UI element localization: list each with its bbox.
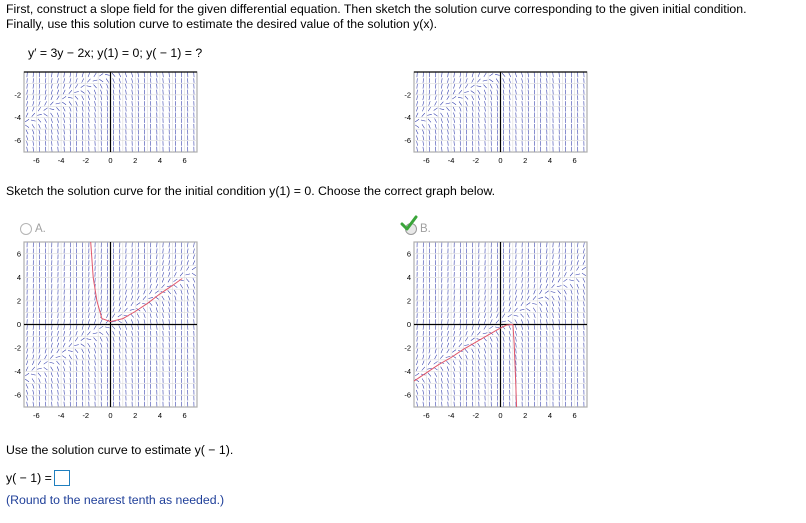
sketch-prompt: Sketch the solution curve for the initial condition y(1) = 0. Choose the correct graph below. [6, 184, 496, 198]
option-b-label: B. [420, 223, 431, 235]
x-tick-label: 2 [523, 411, 528, 420]
instructions-line-1: First, construct a slope field for the given differential equation. Then sketch the solution curve corresponding to the given initial condition. [6, 2, 747, 16]
x-tick-label: 4 [157, 156, 163, 165]
differential-equation: y′ = 3y − 2x; y(1) = 0; y( − 1) = ? [28, 46, 203, 60]
y-tick-label: -6 [14, 390, 21, 400]
x-tick-label: 4 [157, 411, 163, 420]
y-tick-label: -4 [14, 113, 21, 123]
y-tick-label: 0 [16, 320, 21, 329]
y-tick-label: -6 [14, 136, 21, 146]
x-tick-label: 6 [572, 156, 577, 165]
x-tick-label: -4 [447, 156, 455, 165]
option-a-radio[interactable] [20, 223, 32, 235]
y-tick-label: 2 [16, 296, 21, 306]
x-tick-label: 0 [108, 411, 113, 420]
y-tick-label: 6 [16, 249, 21, 259]
slope-field-top-left [8, 68, 203, 168]
correct-check-icon [400, 215, 418, 231]
round-note: (Round to the nearest tenth as needed.) [6, 493, 225, 507]
x-tick-label: 0 [498, 156, 503, 165]
x-tick-label: -6 [33, 156, 40, 165]
y-tick-label: 2 [406, 296, 411, 306]
x-tick-label: -4 [57, 411, 65, 420]
x-tick-label: 2 [133, 156, 138, 165]
answer-row [6, 470, 70, 486]
answer-label: y( − 1) = [6, 471, 52, 485]
y-tick-label: -6 [404, 390, 411, 400]
slope-field-top-right [398, 68, 593, 168]
y-tick-label: -4 [14, 367, 21, 377]
x-tick-label: -6 [423, 411, 430, 420]
x-tick-label: -6 [423, 156, 430, 165]
x-tick-label: -4 [57, 156, 65, 165]
option-b-choice[interactable] [405, 223, 431, 235]
instructions-line-2: Finally, use this solution curve to estimate the desired value of the solution y(x). [6, 17, 438, 31]
option-a-label: A. [35, 223, 46, 235]
x-tick-label: 4 [547, 156, 553, 165]
y-tick-label: -4 [404, 367, 411, 377]
x-tick-label: -4 [447, 411, 455, 420]
y-tick-label: -4 [404, 113, 411, 123]
option-a-graph[interactable] [8, 238, 203, 423]
x-tick-label: 6 [572, 411, 577, 420]
x-tick-label: -6 [33, 411, 40, 420]
y-tick-label: -2 [404, 90, 411, 100]
x-tick-label: 4 [547, 411, 553, 420]
instructions [6, 2, 802, 32]
answer-input[interactable] [54, 470, 70, 486]
option-b-radio[interactable] [405, 223, 417, 235]
x-tick-label: 6 [182, 156, 187, 165]
option-a-choice[interactable] [20, 223, 46, 235]
x-tick-label: 6 [182, 411, 187, 420]
x-tick-label: 2 [133, 411, 138, 420]
x-tick-label: -2 [472, 411, 480, 420]
x-tick-label: 0 [108, 156, 113, 165]
y-tick-label: -2 [14, 343, 21, 353]
x-tick-label: 0 [498, 411, 503, 420]
x-tick-label: 2 [523, 156, 528, 165]
x-tick-label: -2 [82, 156, 90, 165]
estimate-prompt: Use the solution curve to estimate y( − 1). [6, 443, 234, 457]
x-tick-label: -2 [82, 411, 90, 420]
y-tick-label: -2 [14, 90, 21, 100]
y-tick-label: 6 [406, 249, 411, 259]
y-tick-label: 4 [406, 272, 411, 282]
y-tick-label: 0 [406, 320, 411, 329]
x-tick-label: -2 [472, 156, 480, 165]
y-tick-label: -6 [404, 136, 411, 146]
y-tick-label: 4 [16, 272, 21, 282]
y-tick-label: -2 [404, 343, 411, 353]
option-b-graph[interactable] [398, 238, 593, 423]
